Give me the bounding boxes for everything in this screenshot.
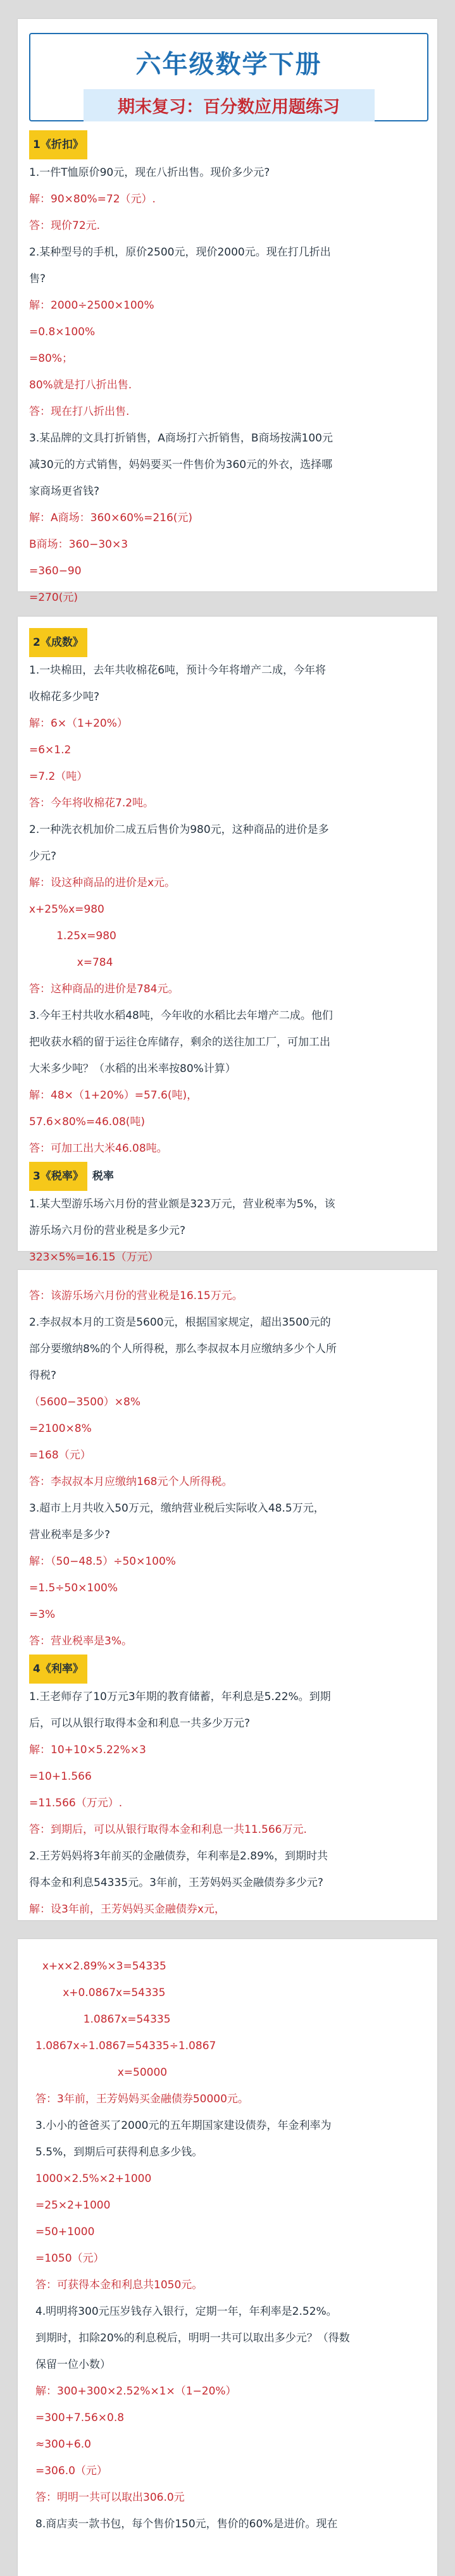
answer-line: x=784	[29, 956, 113, 969]
title-box	[29, 33, 428, 121]
question-line: 1.一件T恤原价90元，现在八折出售。现价多少元?	[29, 166, 270, 179]
answer-line: =3%	[29, 1608, 56, 1621]
question-line: 2.李叔叔本月的工资是5600元，根据国家规定，超出3500元的	[29, 1316, 331, 1329]
answer-line: =50+1000	[35, 2226, 95, 2238]
page-subtitle: 期末复习：百分数应用题练习	[84, 89, 375, 121]
question-line: 游乐场六月份的营业税是多少元?	[29, 1224, 186, 1237]
answer-line: 1.0867x=54335	[35, 2013, 171, 2026]
answer-line: 答：到期后，可以从银行取得本金和利息一共11.566万元.	[29, 1823, 307, 1836]
sheet-1-content	[29, 159, 428, 638]
answer-line: =168（元）	[29, 1449, 91, 1462]
answer-line: 答：现价72元.	[29, 219, 101, 232]
answer-line: =1.5÷50×100%	[29, 1582, 118, 1594]
answer-line: 解：10+10×5.22%×3	[29, 1744, 146, 1756]
answer-line: 答：李叔叔本月应缴纳168元个人所得税。	[29, 1476, 233, 1488]
answer-line: 解：（50−48.5）÷50×100%	[29, 1555, 176, 1568]
section-tag-tax-extra: 税率	[92, 1170, 114, 1183]
section-header-chengshu	[29, 628, 428, 657]
answer-line: 80%就是打八折出售.	[29, 379, 132, 391]
answer-line: 323×5%=16.15（万元）	[29, 1251, 159, 1264]
answer-line: =2100×8%	[29, 1422, 92, 1435]
answer-line: =11.566（万元）.	[29, 1797, 123, 1809]
page-title: 六年级数学下册	[135, 50, 322, 79]
answer-line: 1000×2.5%×2+1000	[35, 2172, 152, 2185]
question-line: 1.某大型游乐场六月份的营业额是323万元，营业税率为5%，该	[29, 1198, 335, 1211]
sheet-3-content	[29, 1283, 428, 1923]
answer-line: =300+7.56×0.8	[35, 2412, 125, 2424]
answer-line: 答：该游乐场六月份的营业税是16.15万元。	[29, 1290, 243, 1302]
question-line: 3.今年王村共收水稻48吨，今年收的水稻比去年增产二成。他们	[29, 1009, 333, 1022]
answer-line: 1.0867x÷1.0867=54335÷1.0867	[35, 2040, 216, 2052]
answer-line: 解：2000÷2500×100%	[29, 299, 154, 312]
answer-line: =360−90	[29, 565, 82, 577]
sheet-3	[18, 1270, 437, 1920]
question-line: 2.某种型号的手机，原价2500元，现价2000元。现在打几折出	[29, 246, 331, 259]
question-line: 把收获水稻的留于运往仓库储存，剩余的送往加工厂，可加工出	[29, 1036, 330, 1049]
answer-line: =10+1.566	[29, 1770, 92, 1783]
answer-line: x=50000	[35, 2066, 168, 2079]
question-line: 减30元的方式销售，妈妈要买一件售价为360元的外衣，选择哪	[29, 459, 333, 471]
question-line: 2.王芳妈妈将3年前买的金融债券，年利率是2.89%，到期时共	[29, 1850, 328, 1863]
answer-line: x+0.0867x=54335	[35, 1987, 166, 1999]
sheet-4-content	[35, 1953, 428, 2537]
answer-line: 解：300+300×2.52%×1×（1−20%）	[35, 2385, 237, 2398]
answer-line: 答：今年将收棉花7.2吨。	[29, 797, 154, 810]
question-line: 保留一位小数）	[35, 2358, 111, 2371]
answer-line: =25×2+1000	[35, 2199, 111, 2212]
answer-line: =80%；	[29, 352, 73, 365]
answer-line: x+25%x=980	[29, 903, 104, 916]
question-line: 2.一种洗衣机加价二成五后售价为980元，这种商品的进价是多	[29, 823, 329, 836]
question-line: 家商场更省钱?	[29, 485, 100, 498]
answer-line: =306.0（元）	[35, 2465, 108, 2477]
answer-line: B商场：360−30×3	[29, 538, 128, 551]
question-line: 1.王老师存了10万元3年期的教育储蓄，年利息是5.22%。到期	[29, 1691, 331, 1703]
sheet-4	[18, 1939, 437, 2576]
question-line: 大米多少吨？（水稻的出米率按80%计算）	[29, 1063, 236, 1075]
question-line: 3.某品牌的文具打折销售，A商场打六折销售，B商场按满100元	[29, 432, 333, 445]
section-tag-chengshu: 2《成数》	[29, 628, 87, 657]
question-line: 8.商店卖一款书包，每个售价150元，售价的60%是进价。现在	[35, 2518, 338, 2530]
question-line: 少元?	[29, 850, 57, 863]
sheet-1	[18, 19, 437, 604]
answer-line: 答：3年前，王芳妈妈买金融债券50000元。	[35, 2093, 249, 2105]
answer-line: （5600−3500）×8%	[29, 1396, 140, 1408]
answer-line: 解：48×（1+20%）=57.6(吨)，	[29, 1089, 198, 1102]
answer-line: 57.6×80%=46.08(吨)	[29, 1116, 146, 1128]
answer-line: =0.8×100%	[29, 326, 96, 338]
question-line: 售?	[29, 273, 46, 285]
answer-line: x+x×2.89%×3=54335	[35, 1960, 166, 1973]
answer-line: 解：设这种商品的进价是x元。	[29, 877, 176, 889]
question-line: 部分要缴纳8%的个人所得税，那么李叔叔本月应缴纳多少个人所	[29, 1343, 337, 1355]
question-line: 收棉花多少吨?	[29, 691, 100, 703]
question-line: 1.一块棉田，去年共收棉花6吨，预计今年将增产二成，今年将	[29, 664, 327, 677]
section-tag-discount: 1《折扣》	[29, 130, 87, 159]
sheet-2	[18, 617, 437, 1264]
answer-line: 答：这种商品的进价是784元。	[29, 983, 179, 995]
question-line: 3.小小的爸爸买了2000元的五年期国家建设债券，年金利率为	[35, 2119, 332, 2132]
sheet-2-content	[29, 657, 428, 1271]
question-line: 后，可以从银行取得本金和利息一共多少万元?	[29, 1717, 251, 1730]
answer-line: 解：设3年前，王芳妈妈买金融债券x元，	[29, 1903, 225, 1916]
section-header-tax	[29, 1162, 428, 1191]
section-header-interest	[29, 1655, 428, 1684]
question-line: 5.5%，到期后可获得利息多少钱。	[35, 2146, 203, 2159]
answer-line: 答：可加工出大米46.08吨。	[29, 1142, 168, 1155]
answer-line: 答：营业税率是3%。	[29, 1635, 132, 1648]
answer-line: =1050（元）	[35, 2252, 104, 2265]
question-line: 4.明明将300元压岁钱存入银行，定期一年，年利率是2.52%。	[35, 2305, 337, 2318]
question-line: 到期时，扣除20%的利息税后，明明一共可以取出多少元？（得数	[35, 2332, 350, 2345]
answer-line: 答：明明一共可以取出306.0元	[35, 2491, 185, 2504]
answer-line: 答：现在打八折出售.	[29, 405, 130, 418]
answer-line: =6×1.2	[29, 744, 72, 756]
answer-line: ≈300+6.0	[35, 2438, 91, 2451]
question-line: 得本金和利息54335元。3年前，王芳妈妈买金融债券多少元?	[29, 1877, 323, 1889]
answer-line: 解：6×（1+20%）	[29, 717, 128, 730]
answer-line: =270(元)	[29, 591, 78, 604]
question-line: 3.超市上月共收入50万元，缴纳营业税后实际收入48.5万元，	[29, 1502, 325, 1515]
answer-line: 解：90×80%=72（元）.	[29, 193, 156, 206]
answer-line: 1.25x=980	[29, 930, 116, 942]
answer-line: 答：可获得本金和利息共1050元。	[35, 2279, 203, 2291]
question-line: 营业税率是多少?	[29, 1529, 111, 1541]
answer-line: =7.2（吨）	[29, 770, 88, 783]
section-tag-tax: 3《税率》	[29, 1162, 87, 1191]
section-tag-interest: 4《利率》	[29, 1655, 87, 1684]
answer-line: 解：A商场：360×60%=216(元)	[29, 512, 193, 524]
section-header-discount	[29, 130, 428, 159]
question-line: 得税?	[29, 1369, 57, 1382]
